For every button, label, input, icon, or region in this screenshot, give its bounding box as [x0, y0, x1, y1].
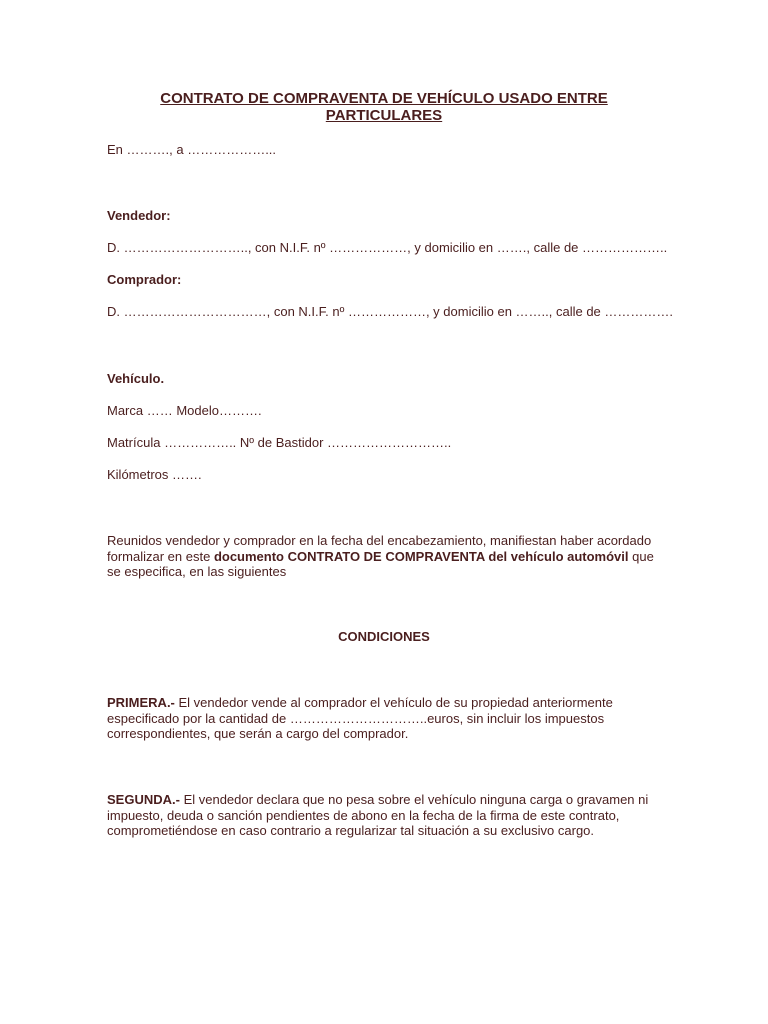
intro-text-part-1: Reunidos vendedor y comprador en la fecha del encabezamiento, manifiestan haber acordado formalizar en este	[107, 533, 652, 564]
vendedor-details: D. ……………………….., con N.I.F. nº ………………, y domicilio en ……., calle de ………………..	[107, 240, 668, 255]
document-title-line-1: CONTRATO DE COMPRAVENTA DE VEHÍCULO USADO ENTRE	[160, 90, 608, 107]
marca-modelo-line: Marca …… Modelo……….	[107, 403, 262, 418]
primera-text: El vendedor vende al comprador el vehículo de su propiedad anteriormente especificado por la cantidad de …………………………..euros, sin incluir los impuestos correspondientes, que serán a cargo del comprador.	[107, 695, 613, 741]
intro-paragraph	[107, 533, 667, 580]
kilometros-line: Kilómetros …….	[107, 467, 202, 482]
segunda-label: SEGUNDA.-	[107, 792, 180, 807]
place-date-line: En ………., a ………………...	[107, 142, 277, 157]
comprador-label: Comprador:	[107, 272, 182, 287]
segunda-text: El vendedor declara que no pesa sobre el vehículo ninguna carga o gravamen ni impuesto, deuda o sanción pendientes de abono en la fecha de la firma de este contrato, comprometiéndose en caso contrario a regularizar tal situación a su exclusivo cargo.	[107, 792, 649, 838]
document-title-line-2: PARTICULARES	[325, 107, 443, 124]
segunda-clause	[107, 792, 667, 839]
comprador-details: D. ……………………………, con N.I.F. nº ………………, y domicilio en …….., calle de …………….	[107, 304, 674, 319]
matricula-bastidor-line: Matrícula …………….. Nº de Bastidor ………………………..	[107, 435, 452, 450]
intro-text-bold: documento CONTRATO DE COMPRAVENTA del vehículo automóvil	[213, 548, 629, 564]
vehiculo-label: Vehículo.	[107, 371, 165, 386]
condiciones-heading: CONDICIONES	[338, 629, 430, 644]
primera-clause	[107, 695, 667, 742]
intro-text-part-2: que se especifica, en las siguientes	[107, 548, 654, 579]
vendedor-label: Vendedor:	[107, 208, 171, 223]
primera-label: PRIMERA.-	[107, 695, 175, 710]
